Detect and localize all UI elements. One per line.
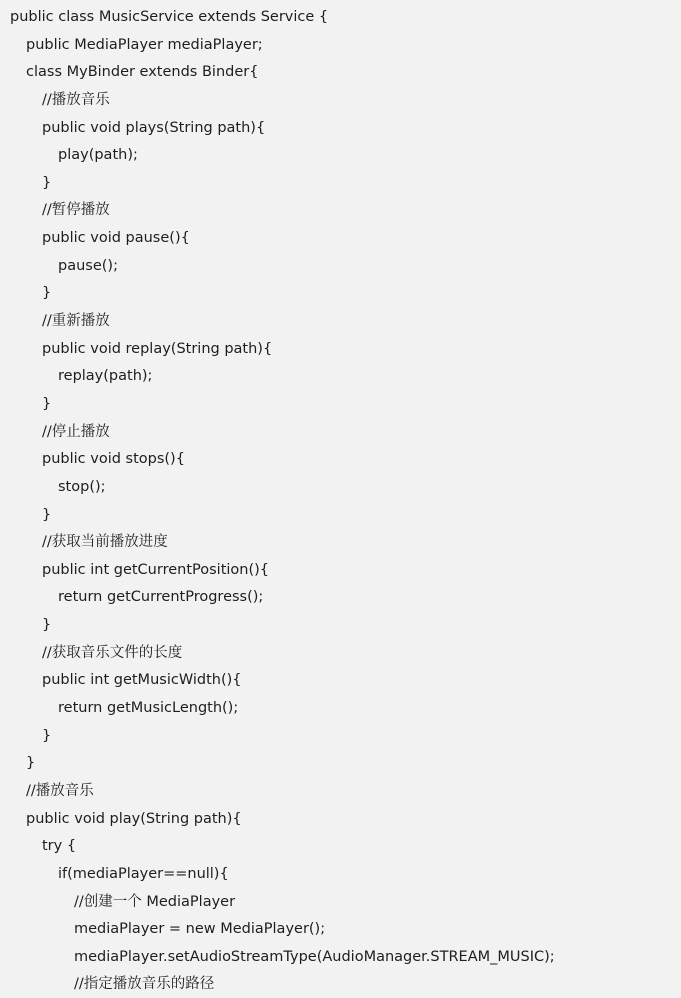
code-line [10, 667, 555, 695]
code-line [10, 889, 555, 917]
code-line-text: } [42, 617, 52, 634]
code-line-text: //获取音乐文件的长度 [42, 644, 183, 661]
code-line-text: } [42, 727, 52, 744]
code-line-text: return getCurrentProgress(); [58, 589, 264, 606]
code-line [10, 225, 555, 253]
code-line-text: class MyBinder extends Binder{ [26, 64, 259, 81]
code-line-text: mediaPlayer = new MediaPlayer(); [74, 921, 326, 938]
code-line-text: public void pause(){ [42, 230, 190, 247]
code-line [10, 529, 555, 557]
code-line-text: stop(); [58, 478, 106, 495]
code-line [10, 723, 555, 751]
code-line [10, 944, 555, 972]
code-line-text: public void plays(String path){ [42, 119, 266, 136]
code-line-text: //指定播放音乐的路径 [74, 976, 215, 993]
code-line [10, 750, 555, 778]
code-line-text: } [42, 174, 52, 191]
code-line-text: //播放音乐 [42, 91, 110, 108]
code-line [10, 170, 555, 198]
code-line-text: //获取当前播放进度 [42, 534, 168, 551]
code-line [10, 336, 555, 364]
code-line-text: public class MusicService extends Service { [10, 9, 329, 25]
code-line [10, 87, 555, 115]
code-line [10, 363, 555, 391]
code-line-text: //暂停播放 [42, 202, 110, 219]
code-line [10, 419, 555, 447]
code-line-text: replay(path); [58, 368, 153, 385]
code-line [10, 916, 555, 944]
code-line [10, 806, 555, 834]
code-line-text: public MediaPlayer mediaPlayer; [26, 36, 263, 53]
code-line [10, 142, 555, 170]
code-line [10, 253, 555, 281]
code-line [10, 474, 555, 502]
code-line [10, 833, 555, 861]
code-line-text: return getMusicLength(); [58, 700, 239, 717]
code-line [10, 778, 555, 806]
code-line [10, 971, 555, 998]
code-line-text: //创建一个 MediaPlayer [74, 893, 236, 910]
code-line-text: public int getCurrentPosition(){ [42, 561, 270, 578]
code-block [10, 4, 555, 998]
code-line-text: public void replay(String path){ [42, 340, 273, 357]
code-line [10, 695, 555, 723]
code-line [10, 640, 555, 668]
code-line [10, 308, 555, 336]
code-line-text: //重新播放 [42, 313, 110, 330]
code-line [10, 391, 555, 419]
code-line-text: } [42, 395, 52, 412]
code-line [10, 115, 555, 143]
code-line [10, 4, 555, 32]
code-line [10, 280, 555, 308]
code-line [10, 446, 555, 474]
code-line-text: if(mediaPlayer==null){ [58, 865, 229, 882]
code-line [10, 861, 555, 889]
code-line [10, 584, 555, 612]
code-line-text: //停止播放 [42, 423, 110, 440]
code-line-text: } [42, 506, 52, 523]
code-line-text: public void play(String path){ [26, 810, 242, 827]
code-line [10, 32, 555, 60]
code-line [10, 557, 555, 585]
code-line-text: try { [42, 838, 77, 855]
code-line-text: } [42, 285, 52, 302]
code-line-text: public int getMusicWidth(){ [42, 672, 242, 689]
code-line-text: mediaPlayer.setAudioStreamType(AudioManager.STREAM_MUSIC); [74, 948, 555, 965]
code-line-text: public void stops(){ [42, 451, 185, 468]
code-line-text: //播放音乐 [26, 782, 94, 799]
code-line [10, 197, 555, 225]
code-line-text: play(path); [58, 147, 138, 164]
code-line [10, 59, 555, 87]
code-line-text: } [26, 755, 36, 772]
code-line [10, 502, 555, 530]
code-line [10, 612, 555, 640]
code-line-text: pause(); [58, 257, 118, 274]
